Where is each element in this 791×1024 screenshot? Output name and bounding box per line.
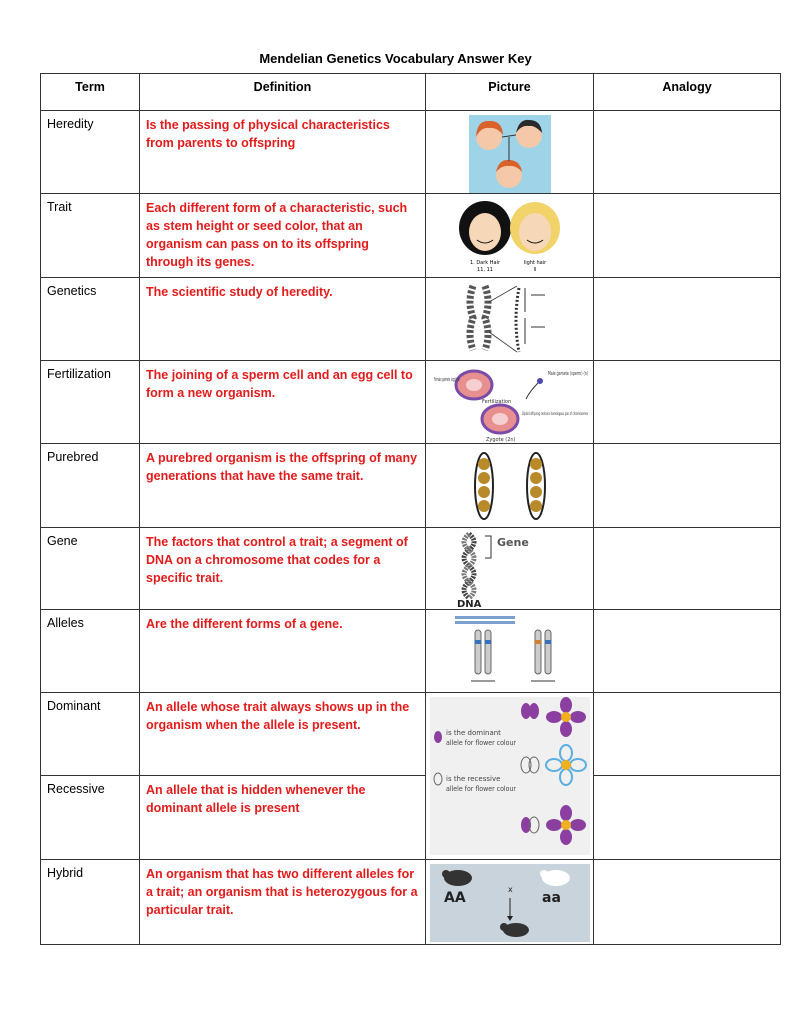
term-cell: Trait — [41, 194, 140, 278]
definition-cell: The factors that control a trait; a segment of DNA on a chromosome that codes for a specific trait. — [140, 528, 426, 610]
trait-left-label: 1. Dark Hair — [469, 260, 500, 266]
hybrid-mice-image — [430, 864, 590, 942]
gene-dna-image — [455, 532, 565, 608]
picture-cell — [426, 194, 594, 278]
fert-diploid-label: Diploid offspring contains homologous pair of chromosomes — [521, 412, 657, 417]
header-term: Term — [41, 74, 140, 111]
heredity-family-image — [469, 115, 551, 193]
hybrid-left-label: AA — [443, 890, 466, 906]
definition-cell: The scientific study of heredity. — [140, 278, 426, 361]
alleles-chromosome-image — [445, 614, 575, 690]
fertilization-image — [430, 365, 657, 443]
term-cell: Purebred — [41, 444, 140, 528]
definition-cell: Each different form of a characteristic, such as stem height or seed color, that an organism can pass on to its offspring through its genes. — [140, 194, 426, 278]
trait-left-sub: 11, 11 — [476, 267, 493, 273]
page-title: Mendelian Genetics Vocabulary Answer Key — [259, 51, 532, 66]
picture-cell — [426, 693, 594, 860]
term-cell: Dominant — [41, 693, 140, 776]
trait-right-label: light hair — [523, 260, 546, 266]
analogy-cell — [594, 860, 781, 945]
table-row — [41, 111, 781, 194]
term-cell: Alleles — [41, 610, 140, 693]
picture-cell — [426, 111, 594, 194]
analogy-cell — [594, 610, 781, 693]
definition-cell: An allele whose trait always shows up in the organism when the allele is present. — [140, 693, 426, 776]
analogy-cell — [594, 693, 781, 776]
picture-cell — [426, 361, 657, 444]
analogy-cell — [594, 361, 781, 444]
gene-label: Gene — [496, 536, 529, 549]
dominant-recessive-flower-image — [430, 697, 590, 855]
definition-cell: An allele that is hidden whenever the dominant allele is present — [140, 776, 426, 860]
table-row — [41, 528, 781, 610]
term-cell: Heredity — [41, 111, 140, 194]
term-cell: Genetics — [41, 278, 140, 361]
fert-zygote-label: Zygote (2n) — [485, 437, 515, 443]
header-picture: Picture — [426, 74, 594, 111]
analogy-cell — [594, 444, 781, 528]
table-row — [41, 194, 781, 278]
dominant-text-2: allele for flower colour — [445, 739, 516, 747]
table-row — [41, 278, 781, 361]
picture-cell — [426, 860, 594, 945]
definition-cell: An organism that has two different alleles for a trait; an organism that is heterozygous for a particular trait. — [140, 860, 426, 945]
trait-hair-image — [455, 198, 565, 274]
term-cell: Fertilization — [41, 361, 140, 444]
analogy-cell — [594, 111, 781, 194]
definition-cell: The joining of a sperm cell and an egg cell to form a new organism. — [140, 361, 426, 444]
hybrid-cross-label: x — [507, 885, 513, 894]
fert-female-label: Female gamete (egg) (n) — [433, 377, 460, 383]
term-cell: Gene — [41, 528, 140, 610]
picture-cell — [426, 528, 594, 610]
purebred-pea-pods-image — [460, 448, 560, 524]
analogy-cell — [594, 278, 781, 361]
table-row — [41, 610, 781, 693]
fert-male-label: Male gamete (sperm) (n) — [547, 371, 588, 377]
table-row — [41, 860, 781, 945]
recessive-text-1: is the recessive — [445, 775, 500, 783]
table-row — [41, 361, 781, 444]
analogy-cell — [594, 776, 781, 860]
recessive-text-2: allele for flower colour — [445, 785, 516, 793]
picture-cell — [426, 444, 594, 528]
analogy-cell — [594, 528, 781, 610]
analogy-cell — [594, 194, 781, 278]
definition-cell: Is the passing of physical characteristics from parents to offspring — [140, 111, 426, 194]
table-row — [41, 776, 781, 860]
definition-cell: Are the different forms of a gene. — [140, 610, 426, 693]
term-cell: Hybrid — [41, 860, 140, 945]
definition-cell: A purebred organism is the offspring of many generations that have the same trait. — [140, 444, 426, 528]
header-row — [41, 74, 781, 111]
header-definition: Definition — [140, 74, 426, 111]
dna-label: DNA — [456, 599, 481, 610]
dominant-text-1: is the dominant — [445, 729, 501, 737]
fert-label: Fertilization — [481, 399, 511, 405]
picture-cell — [426, 610, 594, 693]
term-cell: Recessive — [41, 776, 140, 860]
picture-cell — [426, 278, 594, 361]
vocabulary-table — [40, 73, 781, 945]
table-row — [41, 444, 781, 528]
trait-right-sub: ll — [533, 267, 536, 273]
table-row — [41, 693, 781, 776]
header-analogy: Analogy — [594, 74, 781, 111]
genetics-chromosome-image — [455, 282, 565, 358]
hybrid-right-label: aa — [541, 890, 561, 906]
